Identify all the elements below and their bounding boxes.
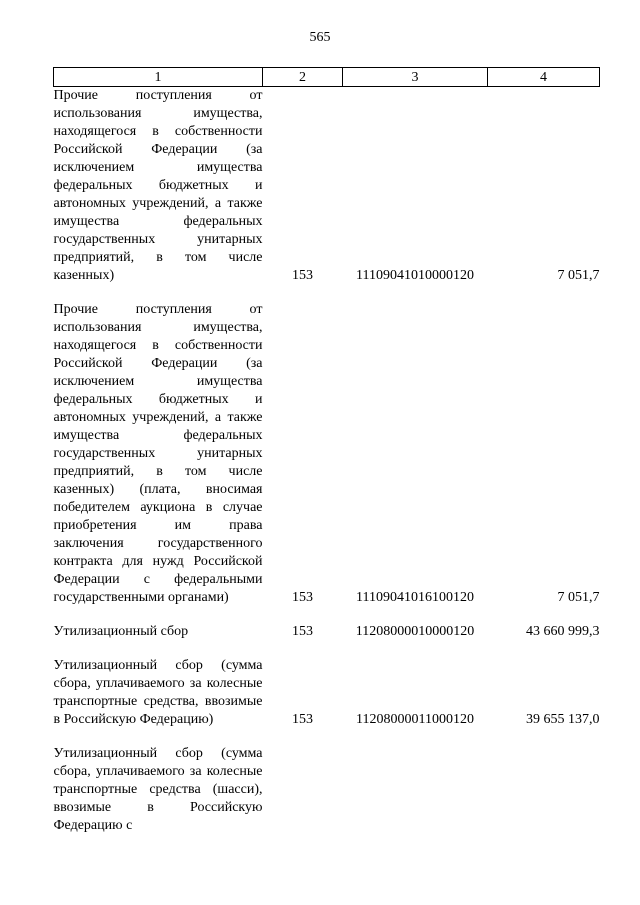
- table-header-row: [54, 68, 600, 87]
- amount: 43 660 999,3: [526, 624, 600, 639]
- revenue-code: [343, 745, 488, 835]
- header-col-3: 3: [343, 68, 488, 87]
- admin-code: 153: [292, 590, 313, 605]
- table-row: [54, 623, 600, 641]
- amount: 7 051,7: [557, 268, 600, 283]
- revenue-code: 11109041010000120: [356, 268, 474, 283]
- amount: 39 655 137,0: [526, 712, 600, 727]
- page-number: 565: [309, 30, 331, 45]
- header-col-1: 1: [54, 68, 263, 87]
- budget-revenue-table: [53, 67, 600, 835]
- admin-code: 153: [292, 624, 313, 639]
- revenue-name: Прочие поступления от использования имущества, находящегося в собственности Российской Федерации (за исключением имущества федеральных бюджетных и автономных учреждений, а также имущества федеральных государственных унитарных предприятий, в том числе казенных): [53, 88, 263, 283]
- revenue-code: 11208000010000120: [355, 624, 475, 639]
- revenue-name: Прочие поступления от использования имущества, находящегося в собственности Российской Федерации (за исключением имущества федеральных бюджетных и автономных учреждений, а также имущества федеральных государственных унитарных предприятий, в том числе казенных) (плата, вносимая победителем аукциона в случае приобретения им права заключения государственного контракта для нужд Российской Федерации с федеральными государственными органами): [53, 302, 263, 605]
- admin-code: 153: [292, 712, 313, 727]
- admin-code: [263, 745, 343, 835]
- amount: 7 051,7: [557, 590, 600, 605]
- revenue-name: Утилизационный сбор: [53, 624, 189, 639]
- table-row: [54, 657, 600, 729]
- admin-code: 153: [292, 268, 313, 283]
- revenue-name: Утилизационный сбор (сумма сбора, уплачиваемого за колесные транспортные средства, ввозимые в Российскую Федерацию): [53, 658, 263, 727]
- amount: [488, 745, 600, 835]
- table-row: [54, 87, 600, 286]
- header-col-2: 2: [263, 68, 343, 87]
- table-row: [54, 301, 600, 607]
- revenue-code: 11109041016100120: [356, 590, 474, 605]
- revenue-code: 11208000011000120: [356, 712, 474, 727]
- header-col-4: 4: [488, 68, 600, 87]
- table-row: [54, 745, 600, 835]
- revenue-name: Утилизационный сбор (сумма сбора, уплачиваемого за колесные транспортные средства (шасси), ввозимые в Российскую Федерацию с: [53, 746, 263, 833]
